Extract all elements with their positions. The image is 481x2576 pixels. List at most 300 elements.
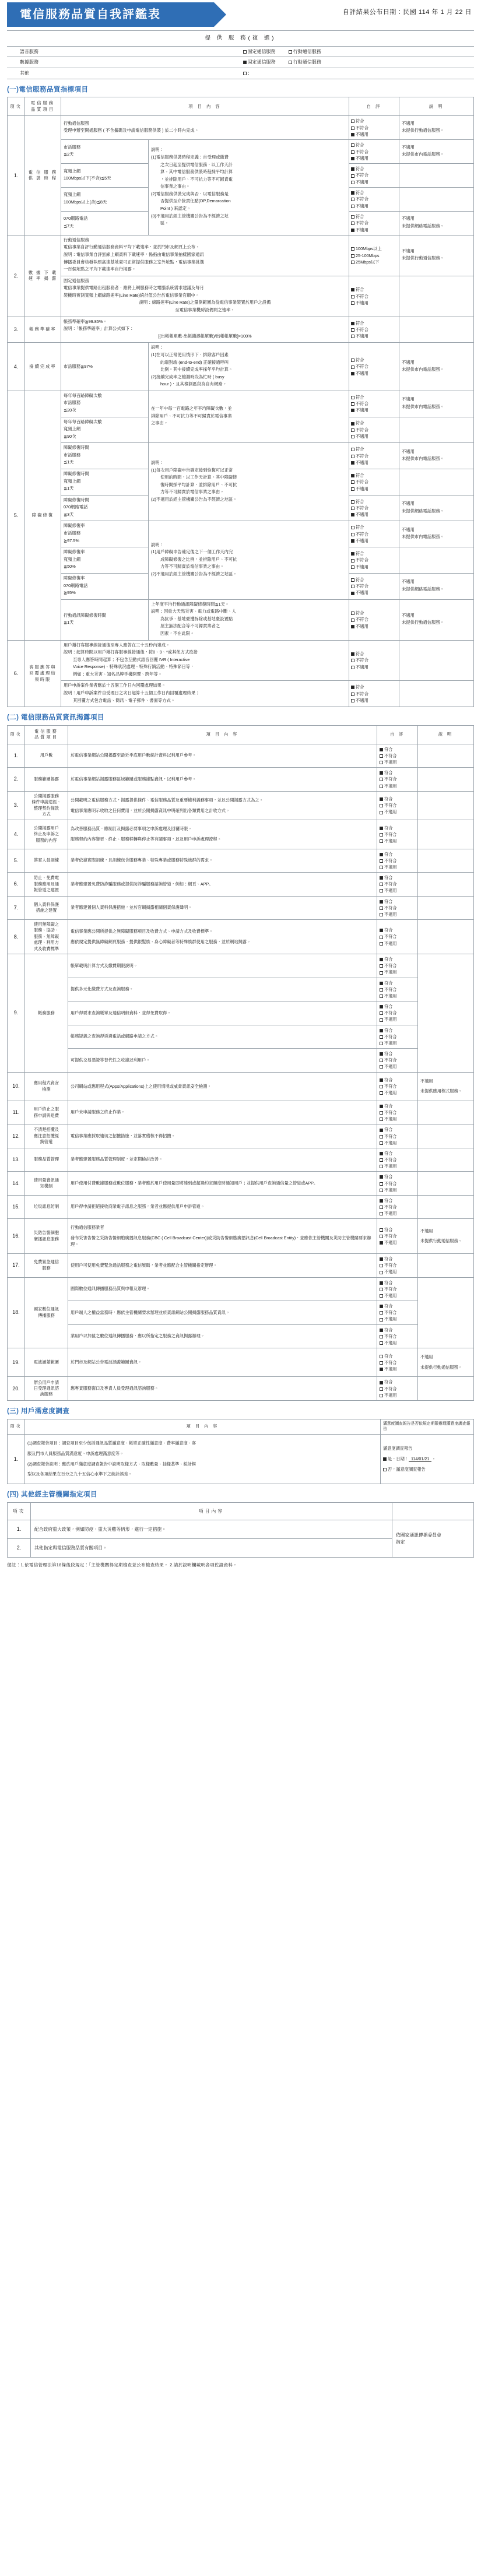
- checkbox-noncompliant[interactable]: 不符合: [380, 1309, 415, 1316]
- checkbox-compliant[interactable]: 符合: [380, 1197, 415, 1204]
- checkbox-compliant[interactable]: 符合: [351, 166, 397, 172]
- checkbox-compliant[interactable]: 符合: [380, 1256, 415, 1262]
- survey-no-option: 否，滿意度調查報告: [383, 1467, 471, 1472]
- checkbox-noncompliant[interactable]: 不符合: [380, 933, 415, 940]
- table-row: [8, 978, 474, 1001]
- checkbox-compliant[interactable]: 符合: [351, 577, 397, 583]
- t2-row-no-1: 1.: [8, 744, 25, 767]
- service-label-data: 數據服務: [7, 57, 241, 68]
- checkbox-compliant[interactable]: 符合: [380, 1173, 415, 1180]
- checkbox-compliant[interactable]: 符合: [351, 286, 397, 293]
- info-disclosure-table: [7, 725, 474, 1401]
- row-no-5: 5.: [8, 391, 25, 640]
- desc-line: 比例。其中接續完成率採年平均計算。: [160, 367, 233, 372]
- table-row: [8, 317, 474, 343]
- col-header-note: 說 明: [399, 97, 474, 116]
- note-line1: 不適用: [420, 1354, 433, 1360]
- checkbox-na[interactable]: 不適用: [351, 370, 397, 377]
- self-eval-group: [377, 1025, 418, 1048]
- self-eval-group: [377, 1277, 418, 1301]
- note-cell: [418, 744, 474, 767]
- row-item-1: [25, 116, 61, 235]
- checkbox-na[interactable]: 不適用: [380, 809, 415, 815]
- table-row: [8, 1172, 474, 1195]
- table-row: [8, 1301, 474, 1324]
- checkbox-data-fixed[interactable]: [243, 59, 282, 65]
- checkbox-compliant[interactable]: 符合: [380, 851, 415, 858]
- t2-row-item-9: 帳務服務: [25, 954, 68, 1072]
- checkbox-noncompliant[interactable]: 不符合: [351, 557, 397, 563]
- checkbox-speed-25minus[interactable]: 25Mbps以下: [351, 259, 397, 265]
- checkbox-noncompliant[interactable]: 不符合: [380, 1359, 415, 1366]
- checkbox-na[interactable]: 不適用: [380, 993, 415, 999]
- col-header-no: 項次: [8, 1419, 25, 1435]
- t2-row-content-19: 於門市及網站公告電波涵蓋範圍資訊。: [68, 1348, 377, 1377]
- table-row: [8, 1101, 474, 1124]
- self-eval-group: [377, 954, 418, 978]
- block-line: [(出帳帳單數-出帳錯誤帳單數)/出帳帳單數]×100%: [158, 333, 252, 339]
- t2-row-no-10: 10.: [8, 1072, 25, 1101]
- col-header-item-l1: 電信服務: [30, 100, 55, 106]
- checkbox-na[interactable]: 不適用: [351, 459, 397, 466]
- checkbox-na[interactable]: 不適用: [380, 887, 415, 894]
- sub-title: 070網路電話: [64, 216, 88, 222]
- checkbox-noncompliant[interactable]: 不符合: [351, 196, 397, 202]
- checkbox-noncompliant[interactable]: 不符合: [380, 1233, 415, 1239]
- note-cell: [399, 188, 474, 212]
- row-item-name-l1: 數 據 下 載: [28, 269, 58, 275]
- quality-indicator-table: [7, 97, 474, 707]
- checkbox-na[interactable]: 不適用: [380, 1187, 415, 1193]
- t2-row-content-15: 用戶得申請拒絕接收商業電子訊息之服務，業者並應提供用戶申訴管道。: [68, 1195, 377, 1218]
- r1-description: [149, 140, 349, 236]
- row-no-1: 1.: [8, 116, 25, 235]
- row-item-3: 帳務準確率: [25, 317, 61, 343]
- block-line: 至電信事業機房設備間之速率。: [175, 307, 235, 313]
- table-row: [8, 1072, 474, 1101]
- checkbox-compliant[interactable]: 符合: [351, 189, 397, 196]
- sub-service: 市話服務: [64, 452, 81, 458]
- note-line2: 未提供行動通信服務。: [402, 128, 444, 133]
- checkbox-noncompliant[interactable]: 不符合: [351, 363, 397, 370]
- checkbox-na[interactable]: 不適用: [351, 697, 397, 704]
- checkbox-noncompliant[interactable]: 不符合: [351, 453, 397, 459]
- checkbox-noncompliant[interactable]: 不符合: [380, 1034, 415, 1040]
- self-eval-group: [377, 791, 418, 820]
- checkbox-na[interactable]: 不適用: [380, 1016, 415, 1022]
- self-eval-group: [349, 681, 399, 707]
- checkbox-compliant[interactable]: 符合: [351, 357, 397, 363]
- checkbox-compliant[interactable]: 符合: [380, 1103, 415, 1109]
- t2-row-content-14: 用戶使用付費數據服務或數位服務，業者應於用戶使用量即將達到或超過約定額度時通知用戶；並提供用戶查詢通信量之管道或APP。: [68, 1172, 377, 1195]
- r5-g0-i0-title: [61, 391, 149, 417]
- checkbox-compliant[interactable]: 符合: [351, 213, 397, 220]
- checkbox-na[interactable]: 不適用: [351, 511, 397, 518]
- note-line1: 不適用: [420, 1228, 433, 1233]
- checkbox-noncompliant[interactable]: 不符合: [380, 776, 415, 782]
- checkbox-compliant[interactable]: 符合: [351, 472, 397, 479]
- page-root: [0, 2, 481, 1574]
- self-eval-group: [377, 1072, 418, 1101]
- sub-service: 寬頻上網: [64, 426, 81, 432]
- checkbox-compliant[interactable]: 符合: [351, 550, 397, 557]
- checkbox-compliant[interactable]: 符合: [380, 1027, 415, 1034]
- sub-title: 行動通訊障礙修復時間: [64, 612, 106, 618]
- t2-r18-line-3: 業用戶以加值之數位通訊傳播服務，應以所指定之服務之資訊揭露辦理。: [68, 1324, 377, 1348]
- t2-row-content-3: 公開載明之電信服務方式，揭露提供條件、電信服務品質及重要權利義務事項，並以公開揭露方式為之。 電信事業應明示收取之任何費用，並於公開揭露資訊中明確列出各類費用之計收方式。: [68, 791, 377, 820]
- checkbox-na[interactable]: 不適用: [380, 1116, 415, 1122]
- survey-date-value[interactable]: 114/01/21: [409, 1456, 431, 1462]
- row-no-6: 6.: [8, 640, 25, 707]
- note-cell: [418, 1148, 474, 1171]
- checkbox-compliant[interactable]: 符合: [380, 1126, 415, 1133]
- checkbox-compliant[interactable]: 符合: [351, 498, 397, 505]
- checkbox-compliant[interactable]: 符合: [380, 1050, 415, 1057]
- table-row: [8, 276, 474, 317]
- t2-row-content-16: 行動通信服務業者 發布災害告警之災防告警細胞廣播訊息服務(CBC ( Cell Broadcast Center))或災防告警細胞廣播訊息(Cell Broadcast Entity)，並應依主管機關及災防主管機關要求辦理。: [68, 1219, 377, 1254]
- checkbox-compliant[interactable]: 符合: [380, 898, 415, 905]
- checkbox-na[interactable]: 不適用: [380, 1340, 415, 1346]
- table-row: [8, 1520, 474, 1538]
- t2-row-no-17: 17.: [8, 1254, 25, 1277]
- sub-title: 行動通信服務: [64, 120, 89, 126]
- r6-blockA: [61, 640, 349, 681]
- checkbox-na[interactable]: 不適用: [351, 179, 397, 185]
- note-cell: [399, 391, 474, 417]
- t2-r9-line-1: 帳單載明計算方式及繳費期限說明。: [68, 954, 377, 978]
- checkbox-noncompliant[interactable]: 不符合: [351, 531, 397, 537]
- self-eval-group: [377, 768, 418, 791]
- col-header-no: 項次: [8, 725, 25, 744]
- checkbox-compliant[interactable]: 符合: [351, 610, 397, 616]
- checkbox-compliant[interactable]: 符合: [380, 1227, 415, 1233]
- checkbox-na[interactable]: 不適用: [380, 911, 415, 918]
- checkbox-na[interactable]: 不適用: [351, 155, 397, 161]
- checkbox-speed-100plus[interactable]: 100Mbps以上: [351, 245, 397, 252]
- r5-g2-i2-title: [61, 573, 149, 599]
- checkbox-compliant[interactable]: 符合: [380, 980, 415, 986]
- sub-service: 寬頻上網: [64, 556, 81, 562]
- desc-line: 之事由。: [151, 420, 168, 426]
- checkbox-noncompliant[interactable]: 不符合: [351, 479, 397, 485]
- t2-row-no-20: 20.: [8, 1377, 25, 1400]
- col-header-note: [392, 1502, 474, 1520]
- self-eval-group: [377, 1324, 418, 1348]
- self-eval-group: [377, 1195, 418, 1218]
- row-item-name-l1: 客服應答與: [29, 664, 57, 670]
- checkbox-na[interactable]: 不適用: [351, 433, 397, 440]
- checkbox-na[interactable]: 不適用: [351, 333, 397, 339]
- checkbox-noncompliant[interactable]: 不符合: [380, 905, 415, 911]
- table-row: [8, 140, 474, 164]
- checkbox-noncompliant[interactable]: 不符合: [380, 1204, 415, 1210]
- checkbox-data-mobile[interactable]: [289, 59, 327, 65]
- checkbox-noncompliant[interactable]: 不符合: [380, 802, 415, 809]
- checkbox-compliant[interactable]: 符合: [380, 1003, 415, 1010]
- note-line2: 未提供市內電話服務。: [402, 456, 444, 462]
- checkbox-no[interactable]: [383, 1468, 387, 1471]
- checkbox-noncompliant[interactable]: 不符合: [380, 1386, 415, 1392]
- checkbox-compliant[interactable]: 符合: [351, 142, 397, 148]
- note-cell: [418, 791, 474, 820]
- checkbox-na[interactable]: 不適用: [380, 1292, 415, 1299]
- checkbox-na[interactable]: 不適用: [351, 131, 397, 138]
- self-eval-group: [377, 1172, 418, 1195]
- sub-service: 寬頻上網: [64, 478, 81, 484]
- t2-row-item-1: 用戶數: [25, 744, 68, 767]
- checkbox-noncompliant[interactable]: 不符合: [380, 1133, 415, 1140]
- t2-row-no-2: 2.: [8, 768, 25, 791]
- self-eval-group: [377, 978, 418, 1001]
- note-cell: [399, 573, 474, 599]
- note-cell: [399, 599, 474, 640]
- self-eval-group: [377, 1348, 418, 1377]
- block-line: 說明：起算時間以用戶撥打客服專線接通後，按0、9、*或其他方式欲接: [64, 649, 198, 655]
- t2-row-item-19: 電波涵蓋範圍: [25, 1348, 68, 1377]
- checkbox-na[interactable]: 不適用: [380, 1239, 415, 1246]
- checkbox-na[interactable]: 不適用: [380, 783, 415, 789]
- title-banner: [7, 2, 214, 27]
- checkbox-noncompliant[interactable]: 不符合: [380, 1010, 415, 1016]
- checkbox-noncompliant[interactable]: 不符合: [380, 1157, 415, 1163]
- checkbox-na[interactable]: 不適用: [351, 623, 397, 630]
- self-eval-group: [377, 1101, 418, 1124]
- self-eval-group: [349, 343, 399, 391]
- row-item-name-l2: 速 率 揭 露: [28, 276, 58, 282]
- service-options-other: [241, 68, 475, 79]
- table-row: [8, 116, 474, 140]
- checkbox-compliant[interactable]: 符合: [380, 1077, 415, 1083]
- checkbox-na[interactable]: 不適用: [351, 664, 397, 670]
- checkbox-noncompliant[interactable]: 不符合: [351, 125, 397, 131]
- checkbox-voice-mobile[interactable]: [289, 49, 327, 54]
- checkbox-noncompliant[interactable]: 不符合: [351, 691, 397, 697]
- self-eval-group: [377, 1148, 418, 1171]
- note-line2: 未提供網路電話服務。: [402, 508, 444, 514]
- checkbox-na[interactable]: 不適用: [380, 1090, 415, 1096]
- self-eval-group: [349, 211, 399, 235]
- note-line1: 不適用: [402, 526, 415, 532]
- note-line1: 不適用: [402, 612, 415, 618]
- note-line1: 不適用: [402, 120, 415, 126]
- t2-row-item-11: 用戶終止之服 務申請與退費: [25, 1101, 68, 1124]
- checkbox-na[interactable]: 不適用: [380, 940, 415, 947]
- checkbox-compliant[interactable]: 符合: [380, 796, 415, 802]
- r1-sub4-title: [61, 211, 149, 235]
- checkbox-na[interactable]: 不適用: [380, 864, 415, 870]
- table-row: [8, 744, 474, 767]
- checkbox-noncompliant[interactable]: 不符合: [380, 1286, 415, 1292]
- block-line: 至專人應答時間起算；不包含互動式語音回覆 IVR ( Interactive: [73, 656, 190, 662]
- checkbox-compliant[interactable]: 符合: [380, 769, 415, 776]
- checkbox-compliant[interactable]: 符合: [380, 825, 415, 831]
- checkbox-noncompliant[interactable]: 不符合: [351, 326, 397, 333]
- col-header-no: 項次: [8, 97, 25, 116]
- survey-yes-option: 是，日期： 114/01/21 。: [383, 1456, 471, 1462]
- table-row: [8, 1435, 474, 1484]
- checkbox-na[interactable]: 不適用: [380, 838, 415, 844]
- checkbox-na[interactable]: 不適用: [380, 1040, 415, 1046]
- block-line: 電信事業自評行動通信服務資料平均下載速率，並於門市及網頁上公布。: [64, 244, 200, 250]
- checkbox-noncompliant[interactable]: 不符合: [351, 400, 397, 407]
- checkbox-noncompliant[interactable]: 不符合: [380, 1057, 415, 1063]
- checkbox-noncompliant[interactable]: 不符合: [351, 427, 397, 433]
- checkbox-noncompliant[interactable]: 不符合: [380, 1262, 415, 1268]
- table-row: [8, 1254, 474, 1277]
- row-item-name-l2: 回覆處理結: [29, 670, 57, 676]
- note-line2: 指定: [396, 1539, 405, 1545]
- note-cell: [418, 849, 474, 872]
- checkbox-compliant[interactable]: 符合: [351, 651, 397, 657]
- checkbox-compliant[interactable]: 符合: [351, 446, 397, 452]
- checkbox-na[interactable]: 不適用: [380, 759, 415, 765]
- checkbox-compliant[interactable]: 符合: [351, 684, 397, 690]
- sub-threshold: ≧95%: [64, 590, 76, 596]
- checkbox-na[interactable]: 不適用: [380, 969, 415, 975]
- sub-title: 障礙修復時間: [64, 497, 89, 502]
- page-header: [7, 2, 474, 27]
- checkbox-noncompliant[interactable]: 不符合: [351, 220, 397, 226]
- checkbox-na[interactable]: 不適用: [351, 486, 397, 492]
- self-eval-group: [349, 521, 399, 547]
- checkbox-noncompliant[interactable]: 不符合: [380, 881, 415, 887]
- t4-row-content-2: 其他指定與電信服務品質有關項目。: [31, 1539, 392, 1558]
- checkbox-na[interactable]: 不適用: [380, 1063, 415, 1070]
- checkbox-na[interactable]: 不適用: [380, 1316, 415, 1322]
- checkbox-compliant[interactable]: 符合: [351, 524, 397, 530]
- sub-service: 市話服務: [64, 400, 81, 406]
- col-header-no: 項次: [8, 1502, 31, 1520]
- note-cell: [399, 116, 474, 140]
- checkbox-na[interactable]: 不適用: [351, 203, 397, 209]
- self-eval-group: [349, 235, 399, 276]
- t3-row-note: [381, 1435, 474, 1484]
- checkbox-na[interactable]: 不適用: [380, 1366, 415, 1372]
- block-line: 例如：重大災害、知名品牌手機開賣、跨年等。: [73, 671, 163, 677]
- checkbox-noncompliant[interactable]: 不符合: [380, 831, 415, 838]
- checkbox-other[interactable]: [243, 71, 258, 76]
- r1-sub2-title: [61, 164, 149, 188]
- t2-row-no-7: 7.: [8, 896, 25, 919]
- checkbox-noncompliant[interactable]: 不符合: [351, 583, 397, 589]
- checkbox-noncompliant[interactable]: 不符合: [351, 293, 397, 300]
- note-line1: 不適用: [402, 144, 415, 150]
- t2-row-content-10: 公司網站或應用程式(Apps/Applications)上之使用情境或威脅資訊安全檢測。: [68, 1072, 377, 1101]
- checkbox-na[interactable]: 不適用: [380, 1392, 415, 1398]
- checkbox-noncompliant[interactable]: 不符合: [380, 753, 415, 759]
- self-eval-group: [349, 495, 399, 521]
- checkbox-noncompliant[interactable]: 不符合: [380, 1109, 415, 1116]
- self-eval-group: [349, 547, 399, 574]
- note-cell: [418, 1124, 474, 1148]
- table-row: [8, 896, 474, 919]
- desc-line: (1)在可以正常使用情形下，排除客戶因素: [151, 352, 229, 357]
- t2-row-item-8: 使用無障礙之 服務、協助、 服務、無障礙 處理、利用方 式及收費標準: [25, 919, 68, 954]
- checkbox-speed-25-100[interactable]: 25-100Mbps: [351, 252, 397, 259]
- checkbox-na[interactable]: 不適用: [380, 1268, 415, 1275]
- checkbox-noncompliant[interactable]: 不符合: [351, 616, 397, 623]
- self-eval-group: [377, 919, 418, 954]
- checkbox-compliant[interactable]: 符合: [380, 1280, 415, 1286]
- sub-title: 障礙修復率: [64, 523, 85, 529]
- table-row: [8, 849, 474, 872]
- checkbox-noncompliant[interactable]: 不符合: [380, 986, 415, 993]
- sub-threshold: ≦7天: [64, 223, 74, 229]
- t2-r9-line-4: 帳務疑義之查詢得透過電話或網路申請之方式。: [68, 1025, 377, 1048]
- checkbox-na[interactable]: 不適用: [351, 300, 397, 306]
- checkbox-compliant[interactable]: 符合: [380, 1303, 415, 1309]
- checkbox-noncompliant[interactable]: 不符合: [380, 858, 415, 864]
- checkbox-compliant[interactable]: 符合: [351, 394, 397, 400]
- checkbox-compliant[interactable]: 符合: [380, 746, 415, 753]
- table-row: [8, 820, 474, 849]
- r2-block1: [61, 276, 349, 317]
- checkbox-na[interactable]: 不適用: [351, 537, 397, 544]
- checkbox-noncompliant[interactable]: 不符合: [351, 149, 397, 155]
- checkbox-noncompliant[interactable]: 不符合: [351, 505, 397, 511]
- desc-line: 排除用戶、不可抗力等不可歸責於電信事業: [151, 413, 232, 419]
- desc-line: Point ) 來認定。: [160, 205, 191, 211]
- self-eval-group: [377, 1219, 418, 1254]
- r5-g1-i2-title: [61, 495, 149, 521]
- note-line2: 未提供行動通信服務。: [420, 1238, 462, 1244]
- checkbox-noncompliant[interactable]: 不符合: [380, 962, 415, 969]
- checkbox-na[interactable]: 不適用: [351, 564, 397, 570]
- self-eval-group: [349, 317, 399, 343]
- table-row: [8, 954, 474, 978]
- sub-threshold: ≧50%: [64, 564, 76, 570]
- checkbox-compliant[interactable]: 符合: [380, 1353, 415, 1359]
- t2-row-item-10: 應用程式資安 檢測: [25, 1072, 68, 1101]
- checkbox-na[interactable]: 不適用: [351, 589, 397, 596]
- checkbox-na[interactable]: 不適用: [351, 227, 397, 233]
- checkbox-na[interactable]: 不適用: [351, 407, 397, 413]
- checkbox-compliant[interactable]: 符合: [380, 1150, 415, 1157]
- checkbox-compliant[interactable]: 符合: [380, 927, 415, 933]
- checkbox-noncompliant[interactable]: 不符合: [380, 1083, 415, 1090]
- desc-line: 使用的時間，以工作天計算。其中障礙修: [160, 475, 237, 480]
- checkbox-voice-fixed[interactable]: [243, 49, 282, 54]
- checkbox-compliant[interactable]: 符合: [380, 874, 415, 881]
- checkbox-compliant[interactable]: 符合: [380, 1327, 415, 1333]
- checkbox-noncompliant[interactable]: 不符合: [351, 657, 397, 663]
- checkbox-noncompliant[interactable]: 不符合: [380, 1333, 415, 1340]
- checkbox-compliant[interactable]: 符合: [380, 1379, 415, 1385]
- checkbox-compliant[interactable]: 符合: [351, 118, 397, 124]
- checkbox-compliant[interactable]: 符合: [380, 956, 415, 962]
- checkbox-na[interactable]: 不適用: [380, 1140, 415, 1146]
- self-eval-group: [349, 391, 399, 417]
- row-no-3: 3.: [8, 317, 25, 343]
- table-row: [8, 443, 474, 469]
- t4-row-no-1: 1.: [8, 1520, 31, 1538]
- checkbox-na[interactable]: 不適用: [380, 1210, 415, 1217]
- checkbox-na[interactable]: 不適用: [380, 1163, 415, 1169]
- table4-header-row: [8, 1502, 474, 1520]
- row-no-2: 2.: [8, 235, 25, 317]
- checkbox-compliant[interactable]: 符合: [351, 320, 397, 326]
- note-cell: [399, 681, 474, 707]
- checkbox-yes[interactable]: [383, 1457, 387, 1461]
- block-line: 一百個地點之平均下載速率自行揭露。: [64, 266, 136, 272]
- note-cell: [399, 343, 474, 391]
- checkbox-noncompliant[interactable]: 不符合: [351, 172, 397, 178]
- checkbox-compliant[interactable]: 符合: [351, 420, 397, 426]
- sub-title: 障礙修復率: [64, 575, 85, 581]
- checkbox-noncompliant[interactable]: 不符合: [380, 1180, 415, 1187]
- block-line: 用戶撥打客服專線接通後至專人應答在三十五秒內達成。: [64, 642, 170, 648]
- note-cell: [418, 1072, 474, 1101]
